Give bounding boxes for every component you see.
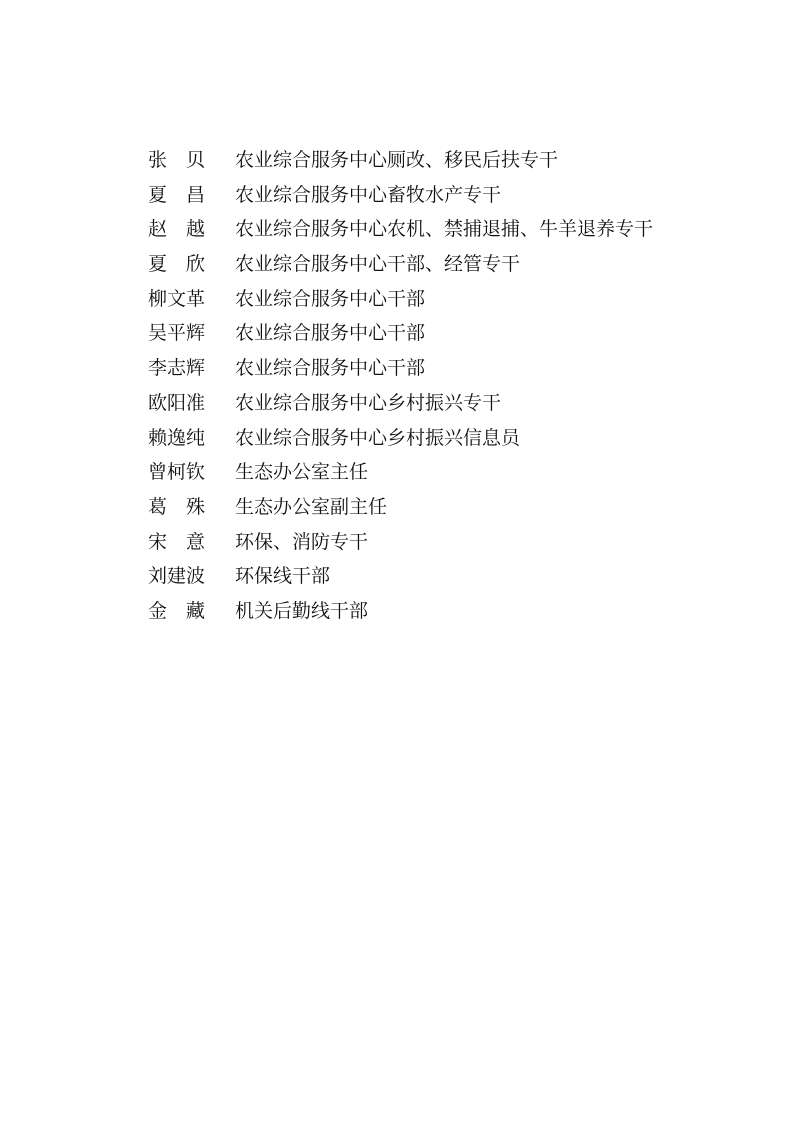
staff-name: 夏 欣 <box>148 253 206 276</box>
staff-name: 夏 昌 <box>148 183 206 206</box>
list-item <box>148 316 768 351</box>
list-item <box>148 247 768 282</box>
staff-name: 宋 意 <box>148 530 206 553</box>
list-item <box>148 178 768 213</box>
list-item <box>148 351 768 386</box>
staff-role: 农业综合服务中心畜牧水产专干 <box>235 183 502 206</box>
staff-role: 农业综合服务中心干部 <box>235 287 426 310</box>
staff-name: 李志辉 <box>148 357 206 380</box>
list-item <box>148 559 768 594</box>
list-item <box>148 143 768 178</box>
staff-name: 吴平辉 <box>148 322 206 345</box>
staff-name: 刘建波 <box>148 565 206 588</box>
staff-role: 生态办公室主任 <box>235 461 369 484</box>
staff-name: 张 贝 <box>148 149 206 171</box>
staff-role: 农业综合服务中心干部 <box>235 322 426 345</box>
staff-role: 机关后勤线干部 <box>235 599 369 622</box>
staff-role: 农业综合服务中心农机、禁捕退捕、牛羊退养专干 <box>235 218 654 241</box>
list-item <box>148 212 768 247</box>
list-item <box>148 525 768 560</box>
staff-role: 农业综合服务中心干部、经管专干 <box>235 253 521 276</box>
staff-name: 柳文革 <box>148 287 206 310</box>
list-item <box>148 594 768 629</box>
staff-role: 生态办公室副主任 <box>235 495 388 518</box>
staff-name: 金 藏 <box>148 599 206 622</box>
list-item <box>148 490 768 525</box>
staff-role: 农业综合服务中心厕改、移民后扶专干 <box>235 149 559 171</box>
staff-name: 葛 殊 <box>148 495 206 518</box>
list-item <box>148 455 768 490</box>
staff-role: 农业综合服务中心乡村振兴信息员 <box>235 426 521 449</box>
list-item <box>148 386 768 421</box>
staff-name: 赖逸纯 <box>148 426 206 449</box>
staff-name: 曾柯钦 <box>148 461 206 484</box>
staff-list <box>148 143 768 629</box>
staff-name: 赵 越 <box>148 218 206 241</box>
list-item <box>148 282 768 317</box>
staff-name: 欧阳准 <box>148 391 206 414</box>
staff-role: 农业综合服务中心乡村振兴专干 <box>235 391 502 414</box>
list-item <box>148 421 768 456</box>
staff-role: 农业综合服务中心干部 <box>235 357 426 380</box>
staff-role: 环保线干部 <box>235 565 331 588</box>
staff-role: 环保、消防专干 <box>235 530 369 553</box>
